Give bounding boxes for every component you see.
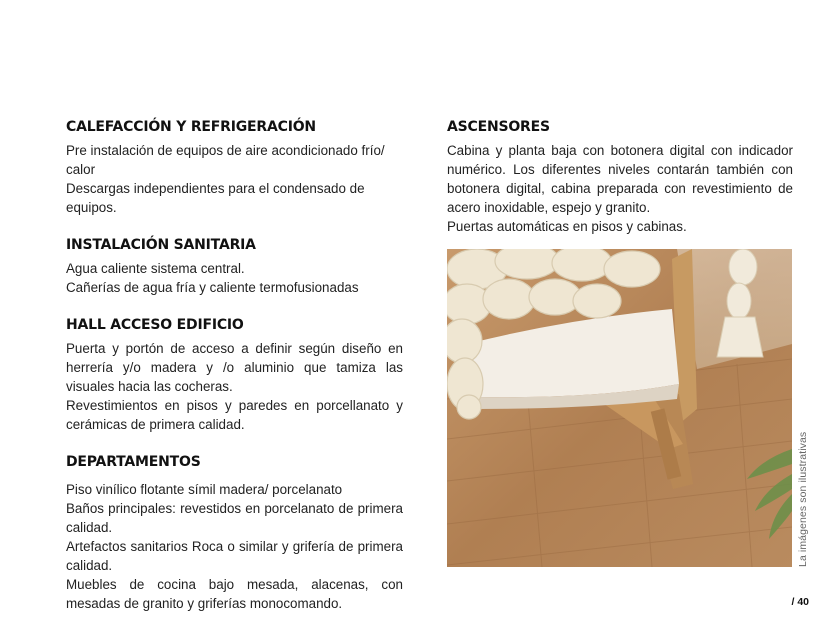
- photo-illustration: [447, 249, 792, 567]
- right-column: [447, 117, 793, 236]
- departamentos-line-1: Piso vinílico flotante símil madera/ porcelanato: [66, 482, 343, 497]
- heading-sanitaria: INSTALACIÓN SANITARIA: [66, 237, 256, 253]
- section-calefaccion: [66, 117, 403, 217]
- calefaccion-line-1: Pre instalación de equipos de aire acondicionado frío/ calor: [66, 143, 385, 177]
- departamentos-line-2: Baños principales: revestidos en porcelanato de primera calidad.: [66, 501, 403, 535]
- ascensores-line-2: Puertas automáticas en pisos y cabinas.: [447, 219, 687, 234]
- heading-calefaccion: CALEFACCIÓN Y REFRIGERACIÓN: [66, 119, 316, 135]
- ascensores-line-1: Cabina y planta baja con botonera digital con indicador numérico. Los diferentes niveles contarán también con botonera digital, cabina preparada con revestimiento de acero inoxidable, espejo y granito.: [447, 143, 793, 215]
- image-disclaimer: La imágenes son ilustrativas: [797, 431, 809, 567]
- calefaccion-line-2: Descargas independientes para el condensado de equipos.: [66, 181, 365, 215]
- departamentos-line-3: Artefactos sanitarios Roca o similar y grifería de primera calidad.: [66, 539, 403, 573]
- left-column: [66, 117, 403, 631]
- section-sanitaria: [66, 235, 403, 297]
- hall-line-1: Puerta y portón de acceso a definir según diseño en herrería y/o madera y /o aluminio que tamiza las visuales hacia las cocheras.: [66, 341, 403, 394]
- departamentos-line-4: Muebles de cocina bajo mesada, alacenas, con mesadas de granito y griferías monocomando.: [66, 577, 403, 611]
- page-number: / 40: [791, 596, 809, 608]
- section-departamentos: [66, 452, 403, 613]
- section-hall: [66, 315, 403, 434]
- hall-line-2: Revestimientos en pisos y paredes en porcellanato y cerámicas de primera calidad.: [66, 398, 403, 432]
- heading-ascensores: ASCENSORES: [447, 119, 550, 135]
- sanitaria-line-1: Agua caliente sistema central.: [66, 261, 245, 276]
- heading-departamentos: DEPARTAMENTOS: [66, 454, 201, 470]
- heading-hall: HALL ACCESO EDIFICIO: [66, 317, 244, 333]
- sanitaria-line-2: Cañerías de agua fría y caliente termofusionadas: [66, 280, 359, 295]
- interior-photo: [447, 249, 792, 567]
